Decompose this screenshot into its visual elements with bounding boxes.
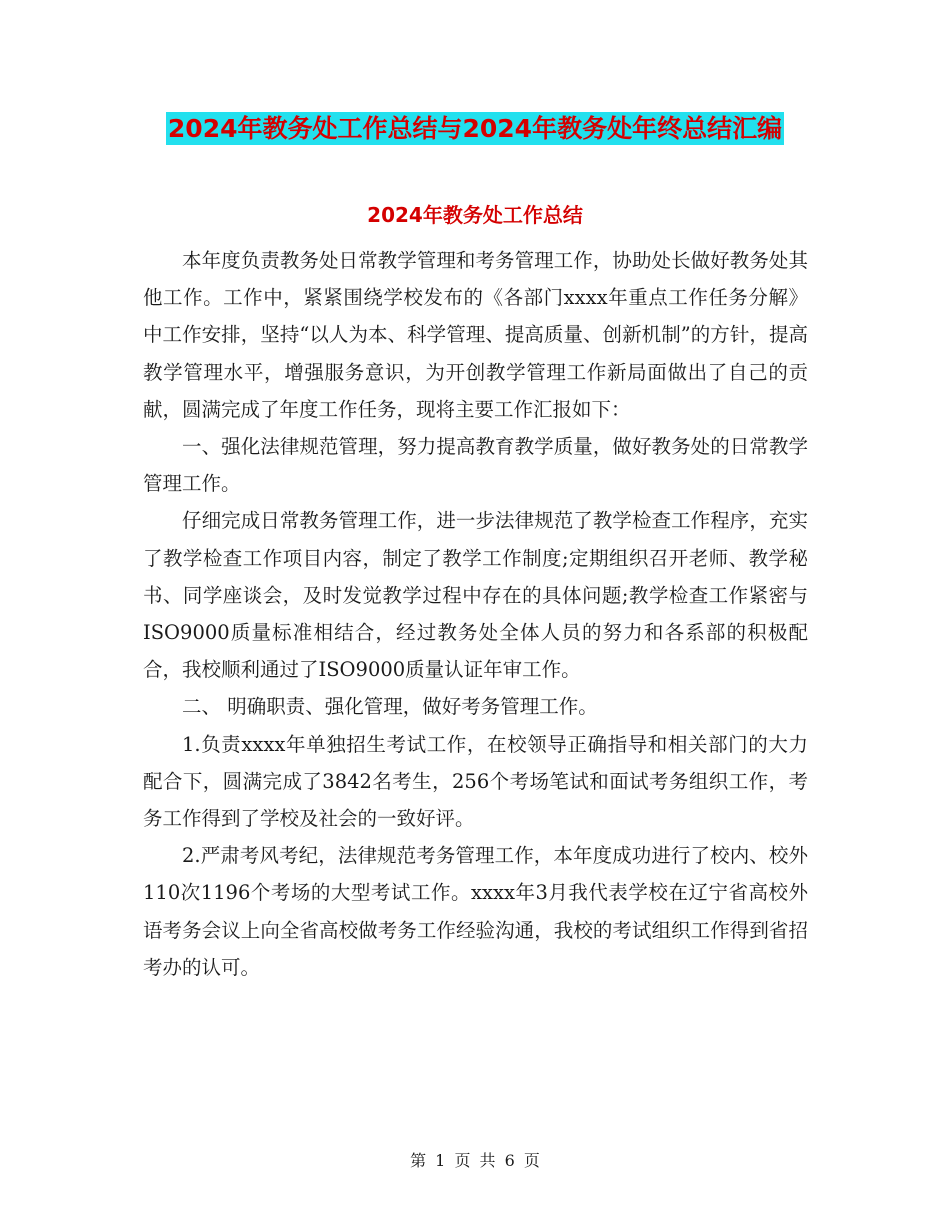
main-title	[0, 112, 950, 146]
main-title-text: 2024年教务处工作总结与2024年教务处年终总结汇编	[167, 114, 783, 143]
paragraph-item-two: 2.严肃考风考纪，法律规范考务管理工作，本年度成功进行了校内、校外110次1196个考场的大型考试工作。xxxx年3月我代表学校在辽宁省高校外语考务会议上向全省高校做考务工作经验沟通，我校的考试组织工作得到省招考办的认可。	[143, 844, 808, 979]
page-footer: 第 1 页 共 6 页	[410, 1151, 540, 1170]
document-body	[143, 242, 808, 986]
paragraph-heading-two: 二、 明确职责、强化管理，做好考务管理工作。	[182, 695, 598, 719]
section-title: 2024年教务处工作总结	[367, 203, 583, 227]
paragraph-heading-one: 一、强化法律规范管理，努力提高教育教学质量，做好教务处的日常教学管理工作。	[143, 435, 808, 496]
paragraph-item-one: 1.负责xxxx年单独招生考试工作，在校领导正确指导和相关部门的大力配合下，圆满完成了3842名考生，256个考场笔试和面试考务组织工作，考务工作得到了学校及社会的一致好评。	[143, 732, 808, 831]
paragraph-teaching-management: 仔细完成日常教务管理工作，进一步法律规范了教学检查工作程序，充实了教学检查工作项目内容，制定了教学工作制度;定期组织召开老师、教学秘书、同学座谈会，及时发觉教学过程中存在的具体问题;教学检查工作紧密与ISO9000质量标准相结合，经过教务处全体人员的努力和各系部的积极配合，我校顺利通过了ISO9000质量认证年审工作。	[143, 509, 808, 682]
paragraph-intro: 本年度负责教务处日常教学管理和考务管理工作，协助处长做好教务处其他工作。工作中，紧紧围绕学校发布的《各部门xxxx年重点工作任务分解》中工作安排，坚持“以人为本、科学管理、提高质量、创新机制”的方针，提高教学管理水平，增强服务意识，为开创教学管理工作新局面做出了自己的贡献，圆满完成了年度工作任务，现将主要工作汇报如下：	[143, 249, 808, 421]
